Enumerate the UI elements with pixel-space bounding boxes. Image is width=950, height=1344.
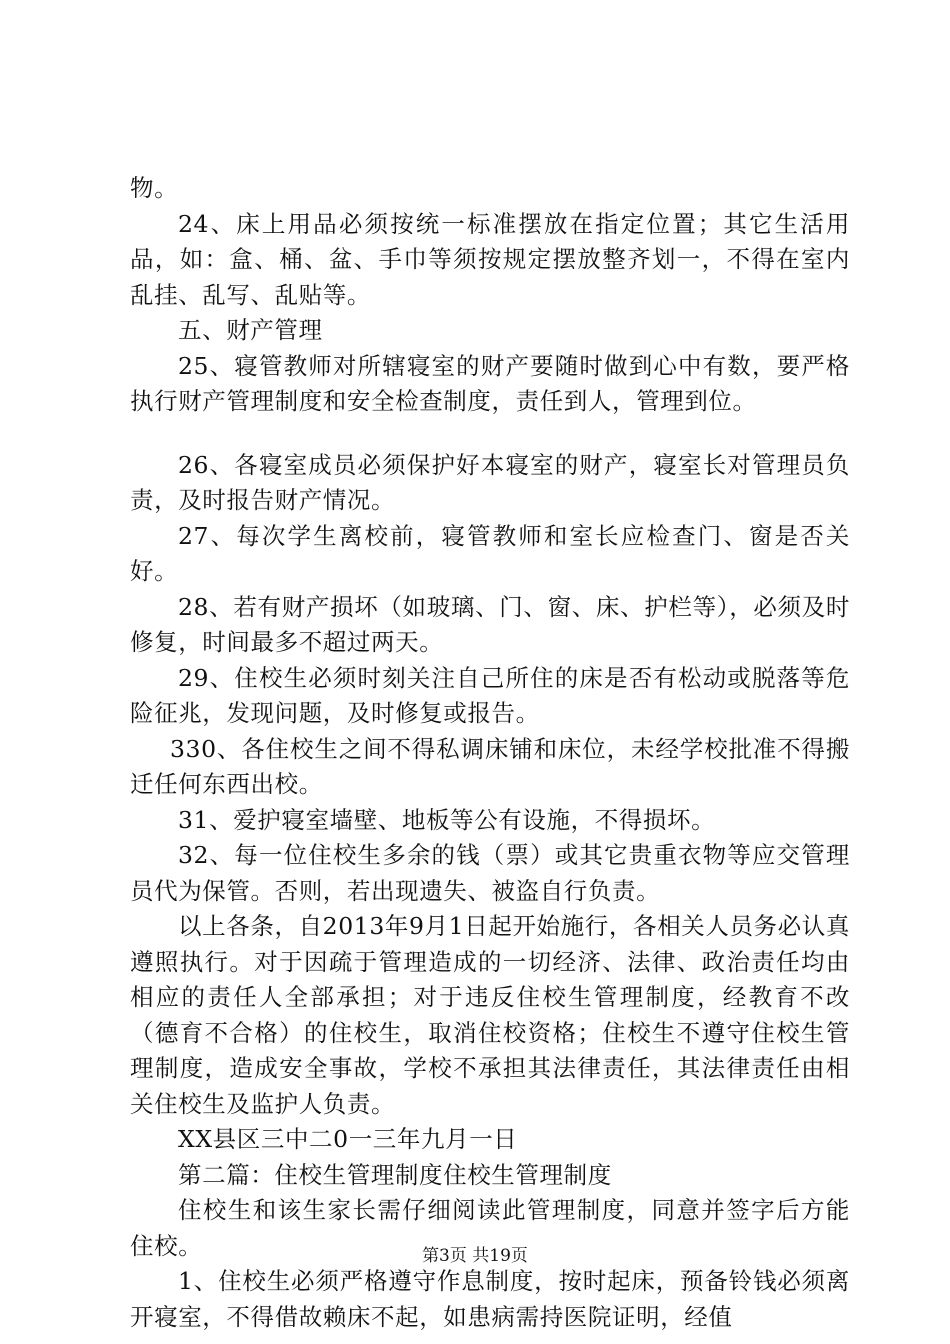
- paragraph-rule-29: 29、住校生必须时刻关注自己所住的床是否有松动或脱落等危险征兆，发现问题，及时修复或报告。: [130, 663, 850, 727]
- paragraph-rule-32: 32、每一位住校生多余的钱（票）或其它贵重衣物等应交管理员代为保管。否则，若出现遗失、被盗自行负责。: [130, 841, 850, 905]
- paragraph-closing-statement: 以上各条，自2013年9月1日起开始施行，各相关人员务必认真遵照执行。对于因疏于管理造成的一切经济、法律、政治责任均由相应的责任人全部承担；对于违反住校生管理制度，经教育不改（德育不合格）的住校生，取消住校资格；住校生不遵守住校生管理制度，造成安全事故，学校不承担其法律责任，其法律责任由相关住校生及监护人负责。: [130, 912, 850, 1118]
- paragraph-rule-26: 26、各寝室成员必须保护好本寝室的财产，寝室长对管理员负责，及时报告财产情况。: [130, 450, 850, 514]
- paragraph-intro-part-two: 住校生和该生家长需仔细阅读此管理制度，同意并签字后方能住校。: [130, 1196, 850, 1260]
- chapter-heading-part-two: 第二篇：住校生管理制度住校生管理制度: [178, 1160, 612, 1189]
- paragraph-rule-31: 31、爱护寝室墙壁、地板等公有设施，不得损坏。: [178, 805, 716, 834]
- signature-date-line: XX县区三中二0一三年九月一日: [178, 1125, 518, 1153]
- paragraph-rule-30: 330、各住校生之间不得私调床铺和床位，未经学校批准不得搬迁任何东西出校。: [130, 734, 850, 798]
- paragraph-continuation: 物。: [130, 174, 179, 202]
- document-body: [130, 171, 850, 1335]
- paragraph-rule-24: 24、床上用品必须按统一标准摆放在指定位置；其它生活用品，如：盒、桶、盆、手巾等须按规定摆放整齐划一，不得在室内乱挂、乱写、乱贴等。: [130, 209, 850, 309]
- page-number-label: 第3页 共19页: [422, 1246, 528, 1266]
- paragraph-rule-27: 27、每次学生离校前，寝管教师和室长应检查门、窗是否关好。: [130, 521, 850, 585]
- paragraph-rule-28: 28、若有财产损坏（如玻璃、门、窗、床、护栏等），必须及时修复，时间最多不超过两天。: [130, 592, 850, 656]
- section-heading-property: 五、财产管理: [178, 316, 323, 344]
- paragraph-rule-25: 25、寝管教师对所辖寝室的财产要随时做到心中有数，要严格执行财产管理制度和安全检查制度，责任到人，管理到位。: [130, 351, 850, 415]
- paragraph-rule-1: 1、住校生必须严格遵守作息制度，按时起床，预备铃钱必须离开寝室，不得借故赖床不起，如患病需持医院证明，经值: [130, 1267, 850, 1331]
- page-footer: [0, 1244, 950, 1268]
